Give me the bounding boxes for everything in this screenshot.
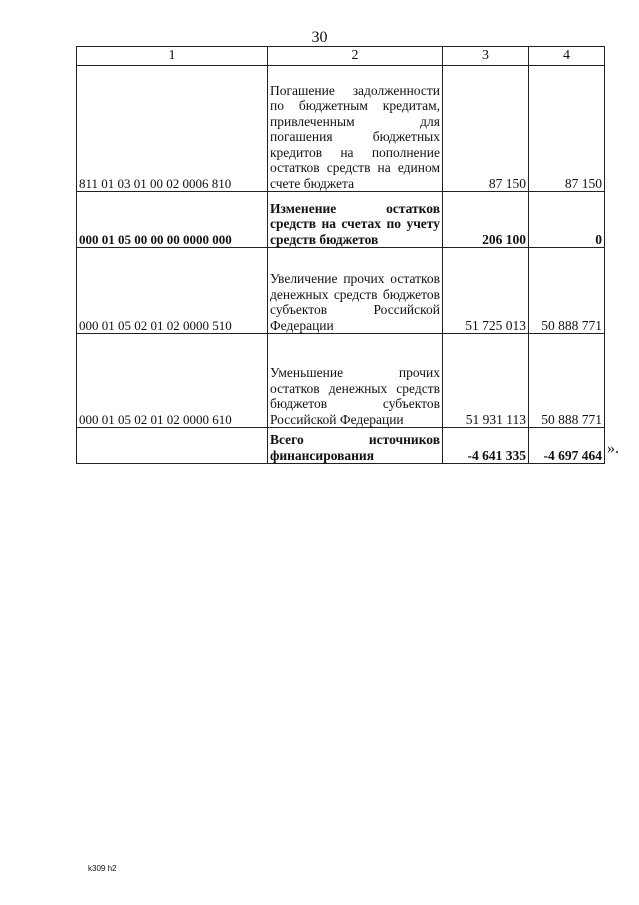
row-value-col4: 50 888 771 — [529, 248, 605, 334]
column-header-1: 1 — [77, 47, 268, 66]
row-value-col4: -4 697 464 — [529, 428, 605, 464]
row-code: 000 01 05 00 00 00 0000 000 — [77, 192, 268, 248]
footer-document-code: k309 h2 — [88, 864, 117, 873]
column-header-2: 2 — [268, 47, 443, 66]
budget-sources-table — [76, 46, 605, 464]
row-name: Изменение остатков средств на счетах по учету средств бюджетов — [268, 192, 443, 248]
page-number: 30 — [311, 29, 328, 46]
row-name: Всего источников финансирования — [268, 428, 443, 464]
row-code — [77, 428, 268, 464]
table-row — [77, 334, 605, 428]
row-name: Погашение задолженности по бюджетным кредитам, привлеченным для погашения бюджетных кредитов на пополнение остатков средств на едином счете бюджета — [268, 66, 443, 192]
closing-quote: ». — [607, 440, 619, 457]
row-value-col4: 87 150 — [529, 66, 605, 192]
row-value-col3: 206 100 — [443, 192, 529, 248]
column-header-4: 4 — [529, 47, 605, 66]
row-value-col4: 50 888 771 — [529, 334, 605, 428]
table-row — [77, 192, 605, 248]
table-row — [77, 66, 605, 192]
row-code: 000 01 05 02 01 02 0000 610 — [77, 334, 268, 428]
row-name: Уменьшение прочих остатков денежных средств бюджетов субъектов Российской Федерации — [268, 334, 443, 428]
row-value-col3: 87 150 — [443, 66, 529, 192]
column-header-3: 3 — [443, 47, 529, 66]
row-value-col4: 0 — [529, 192, 605, 248]
row-code: 811 01 03 01 00 02 0006 810 — [77, 66, 268, 192]
table-row — [77, 248, 605, 334]
table-row-total — [77, 428, 605, 464]
header-row — [77, 47, 605, 66]
row-value-col3: 51 931 113 — [443, 334, 529, 428]
row-name: Увеличение прочих остатков денежных средств бюджетов субъектов Российской Федерации — [268, 248, 443, 334]
row-value-col3: -4 641 335 — [443, 428, 529, 464]
row-code: 000 01 05 02 01 02 0000 510 — [77, 248, 268, 334]
row-value-col3: 51 725 013 — [443, 248, 529, 334]
